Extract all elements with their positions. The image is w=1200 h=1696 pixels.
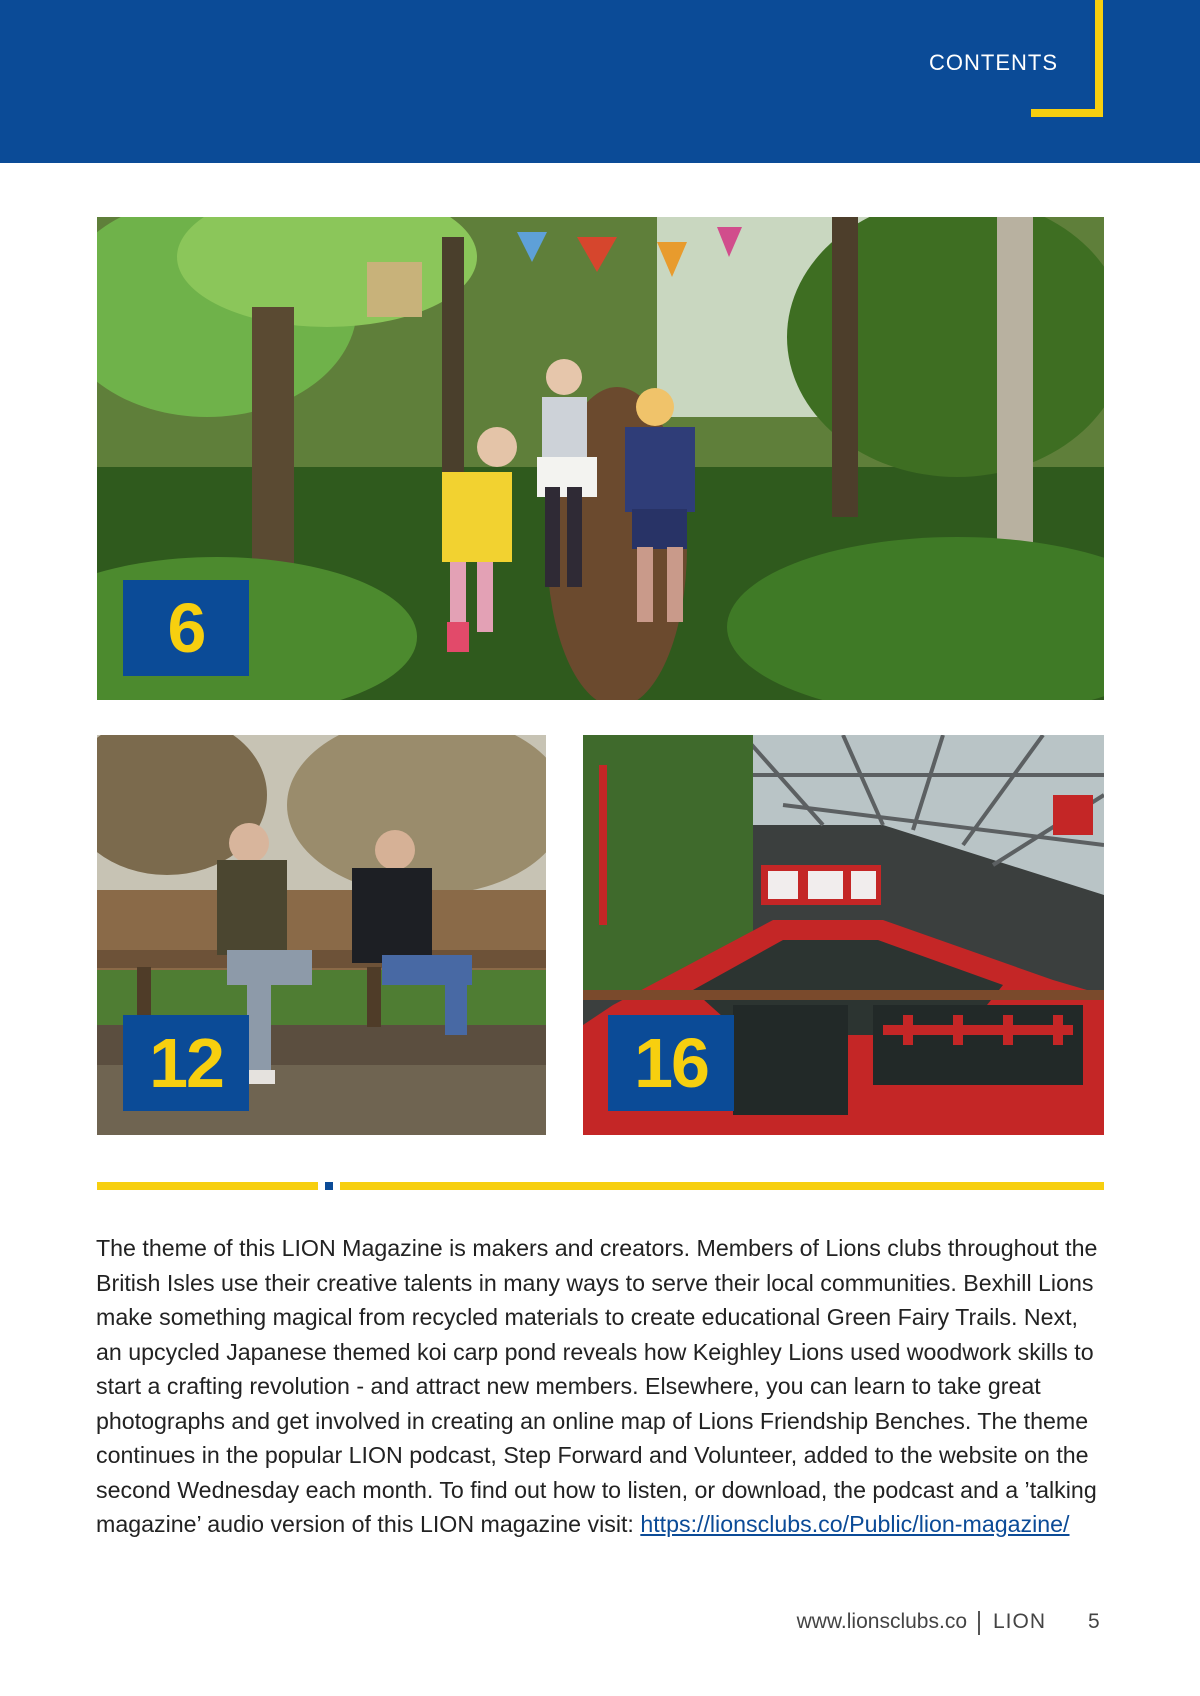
corner-accent-horizontal: [1031, 109, 1103, 117]
section-divider: [340, 1182, 1104, 1190]
corner-accent-vertical: [1095, 0, 1103, 117]
footer-website: www.lionsclubs.co: [796, 1610, 967, 1633]
intro-text: The theme of this LION Magazine is makers and creators. Members of Lions clubs throughout the British Isles use their creative talents in many ways to serve their local communities. Bexhill Lions make something magical from recycled materials to create educational Green Fairy Trails. Next, an upcycled Japanese themed koi carp pond reveals how Keighley Lions used woodwork skills to start a crafting revolution - and attract new members. Elsewhere, you can learn to take great photographs and get involved in creating an online map of Lions Friendship Benches. The theme continues in the popular LION podcast, Step Forward and Volunteer, added to the website on the second Wednesday each month. To find out how to listen, or download, the podcast and a ’talking magazine’ audio version of this LION magazine visit:: [96, 1235, 1098, 1537]
section-divider-dot: [325, 1182, 333, 1190]
page-number: 5: [1088, 1610, 1100, 1633]
footer-separator: [978, 1611, 980, 1635]
section-divider: [97, 1182, 318, 1190]
feature-page-number: 12: [123, 1015, 249, 1111]
header-band: [0, 0, 1200, 163]
section-label: CONTENTS: [929, 50, 1058, 75]
lion-magazine-link[interactable]: https://lionsclubs.co/Public/lion-magazine/: [640, 1511, 1070, 1537]
feature-page-number: 6: [123, 580, 249, 676]
footer-magazine-name: LION: [993, 1610, 1047, 1633]
feature-page-number: 16: [608, 1015, 734, 1111]
intro-paragraph: [96, 1231, 1108, 1542]
